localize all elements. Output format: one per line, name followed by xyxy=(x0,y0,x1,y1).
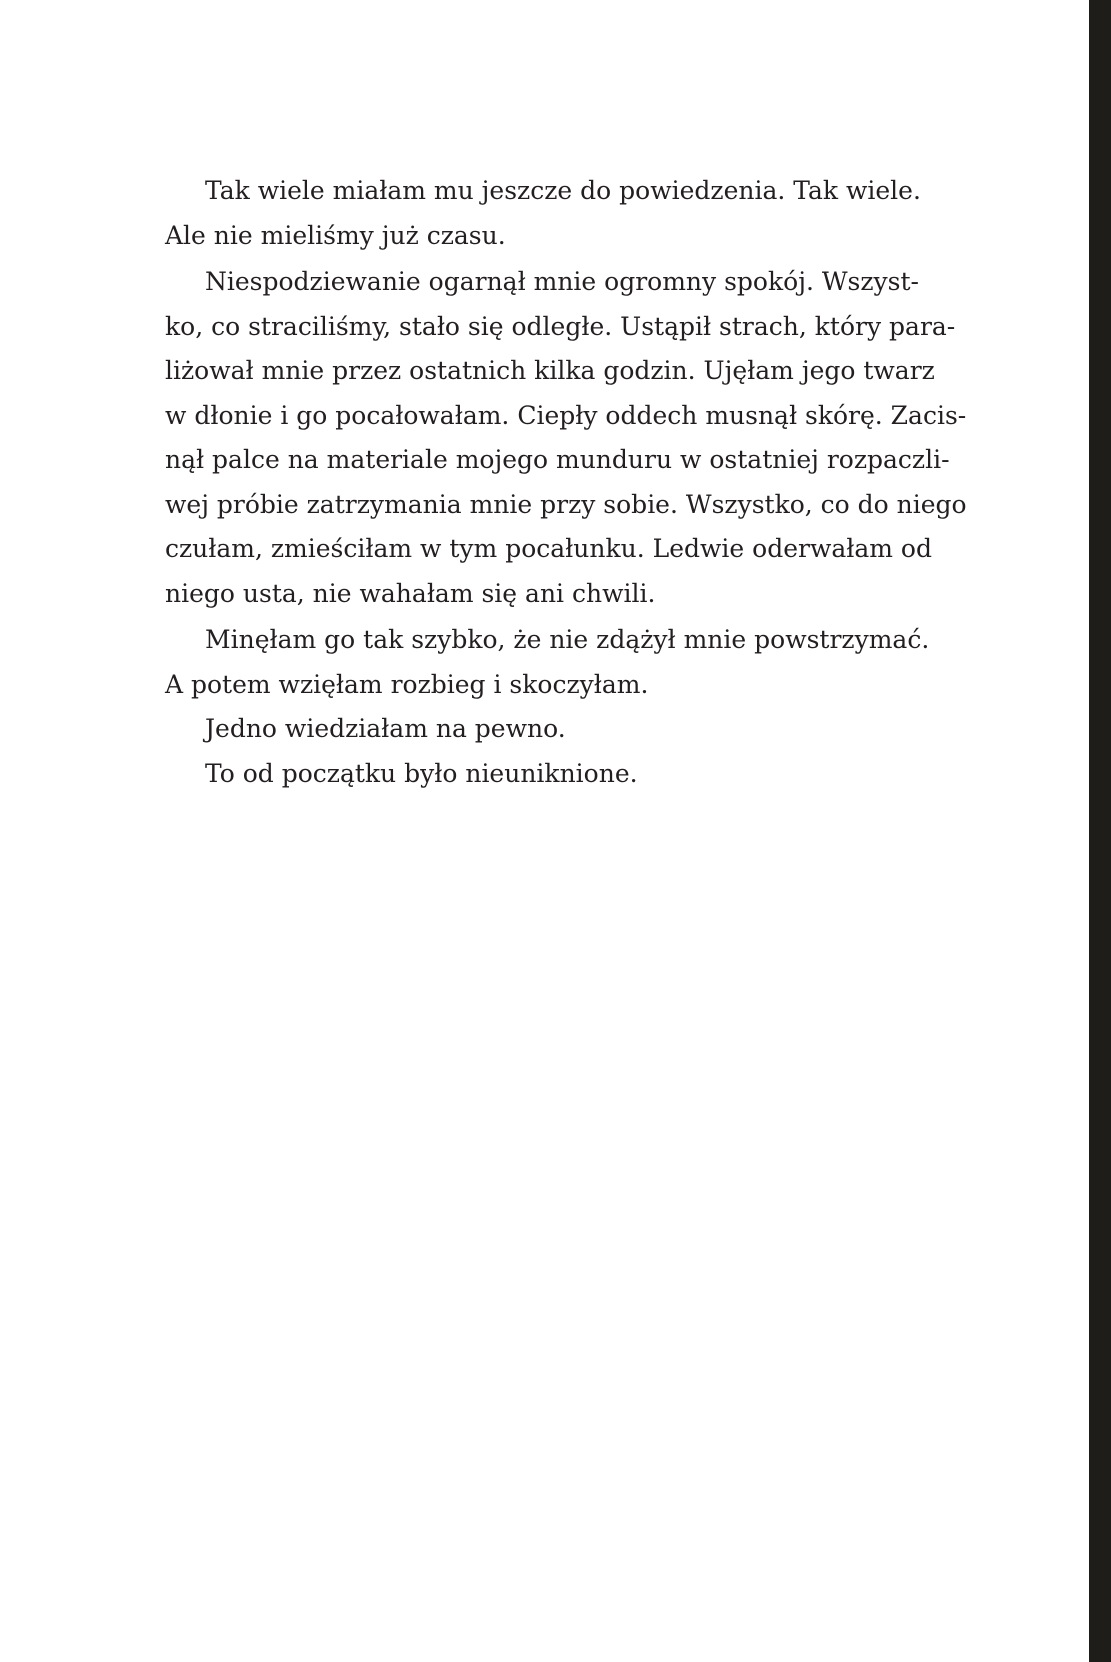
paragraph xyxy=(165,707,913,752)
paragraph xyxy=(165,618,930,707)
body-text xyxy=(165,169,967,796)
text-line: Ale nie mieliśmy już czasu. xyxy=(165,220,506,250)
text-line: To od początku było nieuniknione. xyxy=(205,758,638,788)
text-line: Niespodziewanie ogarnął mnie ogromny spokój. Wszyst- xyxy=(205,267,919,296)
text-line: nął palce na materiale mojego munduru w ostatniej rozpaczli- xyxy=(165,445,950,474)
text-line: ko, co straciliśmy, stało się odległe. Ustąpił strach, który para- xyxy=(165,311,956,341)
paragraph xyxy=(165,169,921,258)
text-line: wej próbie zatrzymania mnie przy sobie. Wszystko, co do niego xyxy=(165,489,967,519)
text-line: liżował mnie przez ostatnich kilka godzin. Ujęłam jego twarz xyxy=(165,356,935,385)
text-line: A potem wzięłam rozbieg i skoczyłam. xyxy=(165,669,649,699)
text-line: Jedno wiedziałam na pewno. xyxy=(205,714,566,743)
page-edge-bar xyxy=(1089,0,1111,1662)
paragraph xyxy=(165,752,913,797)
text-line: Minęłam go tak szybko, że nie zdążył mnie powstrzymać. xyxy=(205,625,930,654)
text-line: czułam, zmieściłam w tym pocałunku. Ledwie oderwałam od xyxy=(165,534,932,563)
text-line: Tak wiele miałam mu jeszcze do powiedzenia. Tak wiele. xyxy=(205,176,921,205)
text-line: w dłonie i go pocałowałam. Ciepły oddech musnął skórę. Zacis- xyxy=(165,400,967,430)
paragraph xyxy=(165,260,967,616)
text-line: niego usta, nie wahałam się ani chwili. xyxy=(165,578,656,608)
